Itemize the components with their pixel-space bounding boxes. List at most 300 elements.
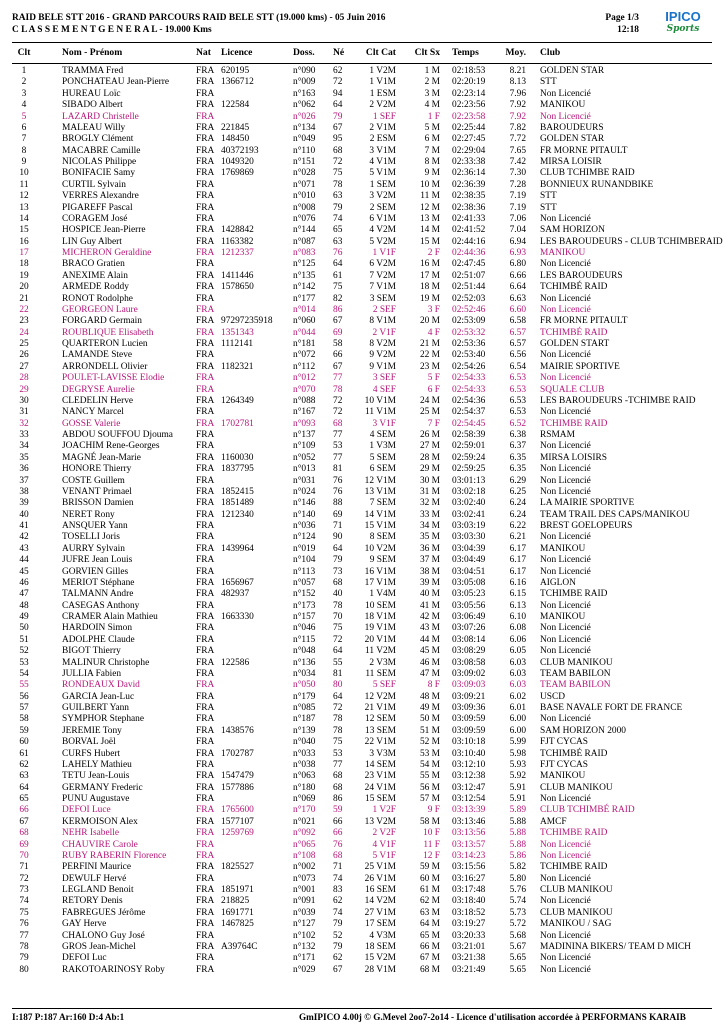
table-row	[0, 771, 724, 782]
time-cell: 02:53:32	[452, 327, 486, 338]
bib-cell: n°076	[293, 213, 316, 224]
speed-cell: 7.42	[509, 157, 526, 167]
bib-cell: n°104	[293, 555, 316, 566]
speed-cell: 6.29	[509, 475, 526, 486]
rank-cell: 35	[19, 452, 29, 463]
club-cell: MANIKOU	[540, 771, 586, 782]
licence-cell: 1769869	[221, 168, 254, 179]
nat-cell: FRA	[196, 213, 215, 224]
licence-cell: 122586	[221, 657, 250, 668]
sex-rank-cell: 19 M	[419, 293, 440, 304]
birth-year-cell: 88	[333, 498, 343, 509]
club-cell: BAROUDEURS	[540, 122, 604, 133]
table-row	[0, 419, 724, 430]
bib-cell: n°026	[293, 111, 316, 122]
nat-cell: FRA	[196, 282, 215, 293]
rank-cell: 71	[19, 862, 29, 873]
licence-cell: 1851971	[221, 885, 254, 895]
time-cell: 02:23:58	[452, 111, 486, 122]
name-cell: MALEAU Willy	[62, 122, 126, 133]
sex-rank-cell: 36 M	[419, 543, 440, 554]
time-cell: 03:12:54	[452, 794, 486, 804]
category-rank-cell: 2 ESM	[369, 134, 396, 145]
bib-cell: n°092	[293, 828, 316, 839]
birth-year-cell: 72	[333, 703, 343, 713]
licence-cell: 1663330	[221, 612, 254, 622]
name-cell: HONORE Thierry	[62, 464, 132, 475]
sex-rank-cell: 35 M	[419, 532, 440, 543]
speed-cell: 7.92	[509, 100, 526, 111]
time-cell: 02:59:25	[452, 464, 486, 475]
birth-year-cell: 72	[333, 634, 343, 645]
time-cell: 02:38:35	[452, 191, 486, 202]
table-row	[0, 896, 724, 907]
rank-cell: 58	[19, 714, 29, 725]
bib-cell: n°110	[293, 145, 316, 156]
category-rank-cell: 9 V2M	[369, 350, 396, 361]
category-rank-cell: 2 V1F	[372, 327, 396, 338]
bib-cell: n°115	[293, 634, 316, 645]
speed-cell: 5.73	[509, 907, 526, 918]
speed-cell: 5.67	[509, 941, 526, 952]
birth-year-cell: 74	[333, 873, 343, 884]
name-cell: BRACO Gratien	[62, 259, 125, 270]
birth-year-cell: 67	[333, 122, 343, 133]
name-cell: CHAUVIRE Carole	[62, 839, 138, 850]
time-cell: 02:59:01	[452, 441, 486, 452]
logo-subtext: Sports	[666, 24, 700, 34]
category-rank-cell: 1 V2M	[369, 66, 396, 76]
sex-rank-cell: 28 M	[419, 452, 440, 463]
birth-year-cell: 61	[333, 270, 343, 281]
licence-cell: 1547479	[221, 771, 254, 782]
nat-cell: FRA	[196, 566, 215, 577]
name-cell: CURFS Hubert	[62, 748, 121, 759]
category-rank-cell: 7 V1M	[369, 282, 396, 293]
category-rank-cell: 21 V1M	[364, 703, 396, 713]
category-rank-cell: 6 V2M	[369, 259, 396, 270]
nat-cell: FRA	[196, 441, 215, 452]
col-nat: Nat	[196, 47, 211, 58]
name-cell: KERMOISON Alex	[62, 816, 138, 827]
rank-cell: 45	[19, 566, 29, 577]
bib-cell: n°139	[293, 725, 316, 736]
page-number: Page 1/3	[605, 13, 639, 23]
sex-rank-cell: 58 M	[419, 816, 440, 827]
time-cell: 02:54:33	[452, 384, 486, 395]
nat-cell: FRA	[196, 532, 215, 543]
nat-cell: FRA	[196, 100, 215, 111]
name-cell: FORGARD Germain	[62, 316, 142, 327]
speed-cell: 6.03	[509, 680, 526, 691]
birth-year-cell: 86	[333, 794, 343, 804]
category-rank-cell: 4 SEF	[372, 384, 396, 395]
nat-cell: FRA	[196, 134, 215, 145]
birth-year-cell: 55	[333, 657, 343, 668]
speed-cell: 6.60	[509, 304, 526, 315]
licence-cell: 97297235918	[221, 316, 273, 327]
licence-cell: 1439964	[221, 543, 254, 554]
table-row	[0, 953, 724, 964]
nat-cell: FRA	[196, 327, 215, 338]
rank-cell: 29	[19, 384, 29, 395]
bib-cell: n°044	[293, 327, 316, 338]
table-row	[0, 828, 724, 839]
time-cell: 03:09:36	[452, 703, 486, 713]
table-row	[0, 237, 724, 248]
rank-cell: 72	[19, 873, 29, 884]
col-ne: Né	[333, 47, 345, 58]
speed-cell: 6.13	[509, 600, 526, 611]
sex-rank-cell: 32 M	[419, 498, 440, 509]
sex-rank-cell: 29 M	[419, 464, 440, 475]
bib-cell: n°002	[293, 862, 316, 873]
col-name: Nom - Prénom	[62, 47, 123, 58]
bib-cell: n°091	[293, 896, 316, 907]
table-row	[0, 680, 724, 691]
speed-cell: 6.05	[509, 646, 526, 657]
name-cell: CORAGEM José	[62, 213, 128, 224]
rank-cell: 16	[19, 236, 29, 247]
rank-cell: 40	[19, 509, 29, 520]
rank-cell: 36	[19, 464, 29, 475]
time-cell: 03:03:19	[452, 521, 486, 531]
table-row	[0, 146, 724, 157]
speed-cell: 6.02	[509, 691, 526, 702]
rank-cell: 55	[19, 680, 29, 691]
licence-cell: 1467825	[221, 919, 254, 930]
speed-cell: 5.88	[509, 828, 526, 839]
category-rank-cell: 27 V1M	[364, 907, 396, 918]
category-rank-cell: 14 SEM	[365, 759, 396, 770]
table-row	[0, 669, 724, 680]
rank-cell: 53	[19, 657, 29, 668]
rank-cell: 25	[19, 339, 29, 349]
sex-rank-cell: 57 M	[419, 794, 440, 804]
category-rank-cell: 22 V1M	[364, 737, 396, 748]
table-row	[0, 430, 724, 441]
licence-cell: 1366712	[221, 77, 254, 88]
table-row	[0, 749, 724, 760]
birth-year-cell: 68	[333, 782, 343, 793]
category-rank-cell: 11 V1M	[365, 407, 396, 418]
nat-cell: FRA	[196, 907, 215, 918]
nat-cell: FRA	[196, 771, 215, 782]
category-rank-cell: 1 ESM	[369, 88, 396, 99]
name-cell: JEREMIE Tony	[62, 725, 122, 736]
nat-cell: FRA	[196, 350, 215, 361]
rank-cell: 49	[19, 612, 29, 622]
bib-cell: n°125	[293, 259, 316, 270]
name-cell: CRAMER Alain Mathieu	[62, 612, 158, 622]
time-cell: 02:23:56	[452, 100, 486, 111]
category-rank-cell: 3 V1M	[369, 145, 396, 156]
table-row	[0, 760, 724, 771]
table-row	[0, 476, 724, 487]
name-cell: BRISSON Damien	[62, 498, 134, 509]
club-cell: MANIKOU	[540, 612, 586, 622]
speed-cell: 7.72	[509, 134, 526, 145]
category-rank-cell: 4 V3M	[369, 930, 396, 941]
club-cell: Non Licencié	[540, 623, 591, 634]
table-row	[0, 601, 724, 612]
rank-cell: 46	[19, 577, 29, 588]
col-sx: Clt Sx	[414, 47, 440, 58]
nat-cell: FRA	[196, 748, 215, 759]
table-row	[0, 180, 724, 191]
results-table	[0, 66, 724, 976]
birth-year-cell: 40	[333, 589, 343, 600]
rank-cell: 41	[19, 521, 29, 531]
time-cell: 03:13:57	[452, 839, 486, 850]
speed-cell: 6.03	[509, 668, 526, 679]
category-rank-cell: 2 V2M	[369, 100, 396, 111]
category-rank-cell: 11 SEM	[365, 668, 396, 679]
time-cell: 02:36:39	[452, 179, 486, 190]
table-row	[0, 862, 724, 873]
nat-cell: FRA	[196, 225, 215, 236]
time-cell: 03:05:23	[452, 589, 486, 600]
birth-year-cell: 79	[333, 919, 343, 930]
licence-cell: 1837795	[221, 464, 254, 475]
birth-year-cell: 68	[333, 771, 343, 782]
birth-year-cell: 64	[333, 100, 343, 111]
footer-credit: GmIPICO 4.00j © G.Mevel 2oo7-2o14 - Licence d'utilisation accordée à PERFORMANS KARAIB	[299, 1012, 686, 1022]
licence-cell: 1049320	[221, 157, 254, 167]
time-cell: 02:20:19	[452, 77, 486, 88]
report-title	[12, 12, 386, 36]
nat-cell: FRA	[196, 339, 215, 349]
category-rank-cell: 5 SEF	[372, 680, 396, 691]
category-rank-cell: 5 V1M	[369, 168, 396, 179]
club-cell: Non Licencié	[540, 407, 591, 418]
table-row	[0, 635, 724, 646]
table-row	[0, 191, 724, 202]
birth-year-cell: 83	[333, 885, 343, 895]
birth-year-cell: 72	[333, 157, 343, 167]
birth-year-cell: 68	[333, 145, 343, 156]
club-cell: LA MAIRIE SPORTIVE	[540, 498, 635, 509]
table-row	[0, 453, 724, 464]
rank-cell: 33	[19, 430, 29, 440]
category-rank-cell: 26 V1M	[364, 873, 396, 884]
time-cell: 03:15:56	[452, 862, 486, 873]
speed-cell: 6.56	[509, 350, 526, 361]
sex-rank-cell: 61 M	[419, 885, 440, 895]
nat-cell: FRA	[196, 668, 215, 679]
birth-year-cell: 75	[333, 168, 343, 179]
rank-cell: 27	[19, 361, 29, 372]
birth-year-cell: 72	[333, 407, 343, 418]
rank-cell: 34	[19, 441, 29, 452]
title-line-1: RAID BELE STT 2016 - GRAND PARCOURS RAID BELE STT (19.000 kms) - 05 Juin 2016	[12, 13, 386, 23]
club-cell: SQUALE CLUB	[540, 384, 605, 395]
category-rank-cell: 3 V3M	[369, 748, 396, 759]
bib-cell: n°140	[293, 509, 316, 520]
birth-year-cell: 52	[333, 930, 343, 941]
sex-rank-cell: 50 M	[419, 714, 440, 725]
name-cell: DEFOI Luce	[62, 805, 111, 816]
category-rank-cell: 18 V1M	[364, 612, 396, 622]
club-cell: TEAM TRAIL DES CAPS/MANIKOU	[540, 509, 690, 520]
nat-cell: FRA	[196, 657, 215, 668]
rank-cell: 17	[19, 248, 29, 258]
birth-year-cell: 75	[333, 282, 343, 293]
rank-cell: 54	[19, 668, 29, 679]
club-cell: LES BAROUDEURS -TCHIMBE RAID	[540, 395, 696, 406]
category-rank-cell: 18 SEM	[365, 941, 396, 952]
licence-cell: 1160030	[221, 452, 254, 463]
sex-rank-cell: 64 M	[419, 919, 440, 930]
time-cell: 03:19:27	[452, 919, 486, 930]
speed-cell: 6.63	[509, 293, 526, 304]
table-row	[0, 965, 724, 976]
bib-cell: n°010	[293, 191, 316, 202]
name-cell: JOACHIM Rene-Georges	[62, 441, 160, 452]
sex-rank-cell: 23 M	[419, 361, 440, 372]
name-cell: GAY Herve	[62, 919, 107, 930]
speed-cell: 6.10	[509, 612, 526, 622]
nat-cell: FRA	[196, 737, 215, 748]
nat-cell: FRA	[196, 509, 215, 520]
time-cell: 03:10:18	[452, 737, 486, 748]
category-rank-cell: 5 SEM	[369, 452, 396, 463]
name-cell: LAMANDE Steve	[62, 350, 133, 361]
birth-year-cell: 77	[333, 452, 343, 463]
speed-cell: 5.74	[509, 896, 526, 907]
bib-cell: n°038	[293, 759, 316, 770]
birth-year-cell: 68	[333, 418, 343, 429]
club-cell: CLUB MANIKOU	[540, 907, 613, 918]
nat-cell: FRA	[196, 111, 215, 122]
nat-cell: FRA	[196, 873, 215, 884]
name-cell: JULLIA Fabien	[62, 668, 122, 679]
table-row	[0, 874, 724, 885]
speed-cell: 6.24	[509, 509, 526, 520]
category-rank-cell: 4 V2M	[369, 225, 396, 236]
speed-cell: 6.93	[509, 248, 526, 258]
sex-rank-cell: 3 F	[427, 304, 440, 315]
nat-cell: FRA	[196, 316, 215, 327]
rank-cell: 50	[19, 623, 29, 634]
name-cell: GOSSE Valerie	[62, 418, 121, 429]
table-row	[0, 817, 724, 828]
birth-year-cell: 68	[333, 577, 343, 588]
name-cell: BONIFACIE Samy	[62, 168, 136, 179]
name-cell: RUBY RABERIN Florence	[62, 850, 167, 861]
club-cell: TCHIMBÉ RAID	[540, 327, 608, 338]
bib-cell: n°167	[293, 407, 316, 418]
bib-cell: n°031	[293, 475, 316, 486]
sex-rank-cell: 59 M	[419, 862, 440, 873]
bib-cell: n°170	[293, 805, 316, 816]
nat-cell: FRA	[196, 418, 215, 429]
name-cell: DEGRYSE Aurelie	[62, 384, 135, 395]
speed-cell: 5.86	[509, 850, 526, 861]
time-cell: 03:09:59	[452, 714, 486, 725]
rank-cell: 13	[19, 202, 29, 213]
club-cell: Non Licencié	[540, 839, 591, 850]
name-cell: CLEDELIN Herve	[62, 395, 134, 406]
name-cell: GUILBERT Yann	[62, 703, 129, 713]
bib-cell: n°009	[293, 77, 316, 88]
club-cell: MIRSA LOISIR	[540, 157, 602, 167]
speed-cell: 5.68	[509, 930, 526, 941]
category-rank-cell: 12 V2M	[364, 691, 396, 702]
name-cell: MICHERON Geraldine	[62, 248, 152, 258]
nat-cell: FRA	[196, 236, 215, 247]
time-cell: 02:27:45	[452, 134, 486, 145]
licence-cell: A39764C	[221, 941, 258, 952]
rank-cell: 20	[19, 282, 29, 293]
sex-rank-cell: 44 M	[419, 634, 440, 645]
time-cell: 03:04:49	[452, 555, 486, 566]
licence-cell: 221845	[221, 122, 250, 133]
nat-cell: FRA	[196, 577, 215, 588]
table-row	[0, 225, 724, 236]
bib-cell: n°008	[293, 202, 316, 213]
birth-year-cell: 58	[333, 339, 343, 349]
club-cell: MANIKOU	[540, 543, 586, 554]
time-cell: 03:03:30	[452, 532, 486, 543]
time-cell: 02:38:36	[452, 202, 486, 213]
speed-cell: 5.99	[509, 737, 526, 748]
rank-cell: 67	[19, 816, 29, 827]
bib-cell: n°083	[293, 248, 316, 258]
sex-rank-cell: 46 M	[419, 657, 440, 668]
licence-cell: 1212340	[221, 509, 254, 520]
licence-cell: 1656967	[221, 577, 254, 588]
table-row	[0, 703, 724, 714]
rank-cell: 61	[19, 748, 29, 759]
nat-cell: FRA	[196, 885, 215, 895]
table-row	[0, 464, 724, 475]
nat-cell: FRA	[196, 88, 215, 99]
speed-cell: 6.37	[509, 441, 526, 452]
club-cell: Non Licencié	[540, 964, 591, 975]
table-row	[0, 66, 724, 77]
speed-cell: 6.54	[509, 361, 526, 372]
time-cell: 03:12:47	[452, 782, 486, 793]
category-rank-cell: 2 V2F	[372, 828, 396, 839]
category-rank-cell: 16 V1M	[364, 566, 396, 577]
club-cell: Non Licencié	[540, 464, 591, 475]
time-cell: 03:10:40	[452, 748, 486, 759]
speed-cell: 6.17	[509, 566, 526, 577]
club-cell: Non Licencié	[540, 794, 591, 804]
bib-cell: n°014	[293, 304, 316, 315]
category-rank-cell: 3 V2M	[369, 191, 396, 202]
sex-rank-cell: 56 M	[419, 782, 440, 793]
licence-cell: 482937	[221, 589, 250, 600]
nat-cell: FRA	[196, 66, 215, 76]
bib-cell: n°072	[293, 350, 316, 361]
rank-cell: 76	[19, 919, 29, 930]
club-cell: GOLDEN START	[540, 339, 610, 349]
table-row	[0, 646, 724, 657]
time-cell: 03:07:26	[452, 623, 486, 634]
birth-year-cell: 53	[333, 441, 343, 452]
time-cell: 03:04:51	[452, 566, 486, 577]
time-cell: 02:52:03	[452, 293, 486, 304]
club-cell: AIGLON	[540, 577, 576, 588]
table-row	[0, 362, 724, 373]
table-row	[0, 612, 724, 623]
sex-rank-cell: 65 M	[419, 930, 440, 941]
category-rank-cell: 2 SEF	[372, 304, 396, 315]
name-cell: TRAMMA Fred	[62, 66, 124, 76]
name-cell: MACABRE Camille	[62, 145, 141, 156]
